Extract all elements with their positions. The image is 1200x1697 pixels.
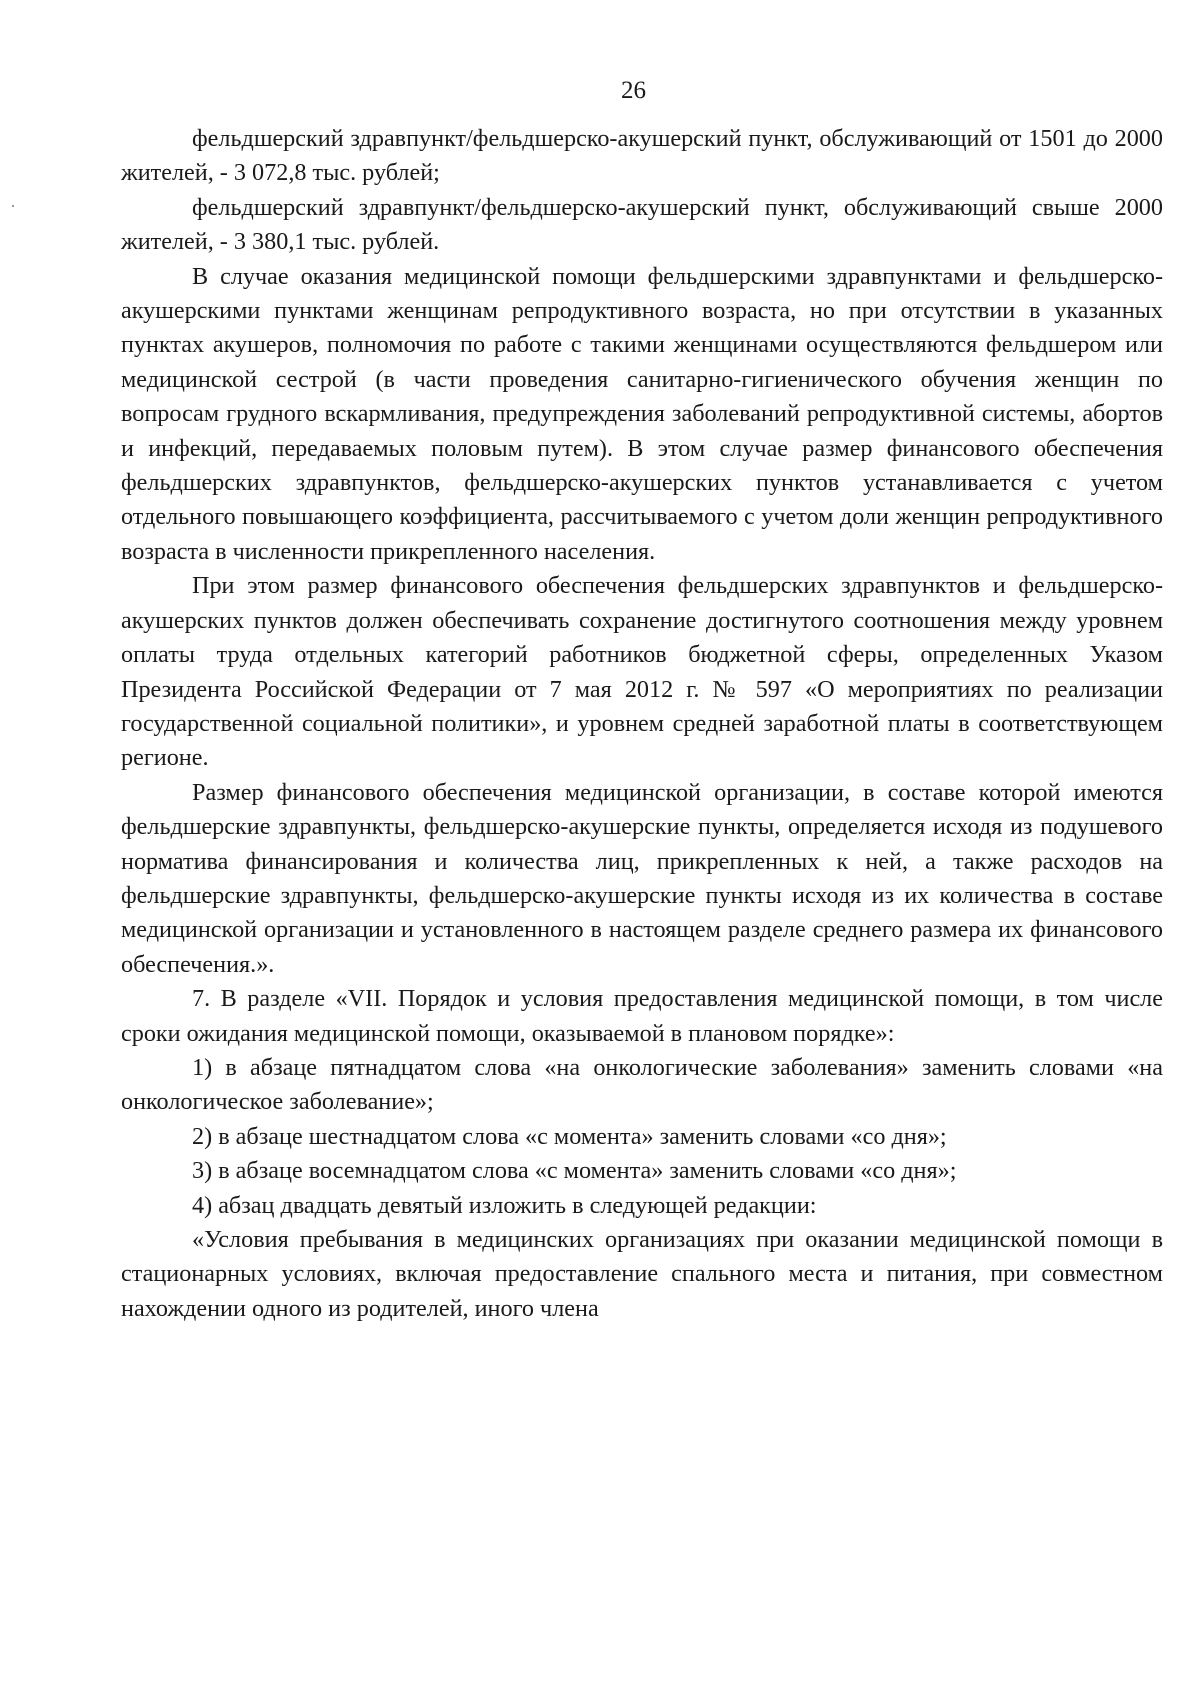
list-item-2: 2) в абзаце шестнадцатом слова «с момента» заменить словами «со дня»; [192,1122,947,1150]
list-item-1: 1) в абзаце пятнадцатом слова «на онкологические заболевания» заменить словами «на онкологическое заболевание»; [121,1053,1163,1116]
document-body [121,122,1163,1326]
list-item-3: 3) в абзаце восемнадцатом слова «с момента» заменить словами «со дня»; [192,1157,957,1185]
margin-speck [12,205,14,207]
paragraph-fap-1501-2000: фельдшерский здравпункт/фельдшерско-акушерский пункт, обслуживающий от 1501 до 2000 жителей, - 3 072,8 тыс. рублей; [121,125,1163,187]
paragraph-stay-conditions: «Условия пребывания в медицинских организациях при оказании медицинской помощи в стационарных условиях, включая предоставление спального места и питания, при совместном нахождении одного из родителей, иного члена [121,1226,1163,1322]
paragraph-fap-over-2000: фельдшерский здравпункт/фельдшерско-акушерский пункт, обслуживающий свыше 2000 жителей, - 3 380,1 тыс. рублей. [121,193,1163,256]
page-number: 26 [621,77,646,104]
list-item-4: 4) абзац двадцать девятый изложить в следующей редакции: [192,1191,817,1219]
paragraph-wage-ratio: При этом размер финансового обеспечения фельдшерских здравпунктов и фельдшерско-акушерских пунктов должен обеспечивать сохранение достигнутого соотношения между уровнем оплаты труда отдельных категорий работников бюджетной сферы, определенных Указом Президента Российской Федерации от 7 мая 2012 г. № 597 «О мероприятиях по реализации государственной социальной политики», и уровнем средней заработной платы в соответствующем регионе. [121,572,1163,772]
paragraph-section-vii: 7. В разделе «VII. Порядок и условия предоставления медицинской помощи, в том числе сроки ожидания медицинской помощи, оказываемой в плановом порядке»: [121,985,1163,1047]
paragraph-reproductive-age-women: В случае оказания медицинской помощи фельдшерскими здравпунктами и фельдшерско-акушерскими пунктами женщинам репродуктивного возраста, но при отсутствии в указанных пунктах акушеров, полномочия по работе с такими женщинами осуществляются фельдшером или медицинской сестрой (в части проведения санитарно-гигиенического обучения женщин по вопросам грудного вскармливания, предупреждения заболеваний репродуктивной системы, абортов и инфекций, передаваемых половым путем). В этом случае размер финансового обеспечения фельдшерских здравпунктов, фельдшерско-акушерских пунктов устанавливается с учетом отдельного повышающего коэффициента, рассчитываемого с учетом доли женщин репродуктивного возраста в численности прикрепленного населения. [121,262,1163,565]
paragraph-financing-size: Размер финансового обеспечения медицинской организации, в составе которой имеются фельдшерские здравпункты, фельдшерско-акушерские пункты, определяется исходя из подушевого норматива финансирования и количества лиц, прикрепленных к ней, а также расходов на фельдшерские здравпункты, фельдшерско-акушерские пункты исходя из их количества в составе медицинской организации и установленного в настоящем разделе среднего размера их финансового обеспечения.». [121,778,1163,978]
